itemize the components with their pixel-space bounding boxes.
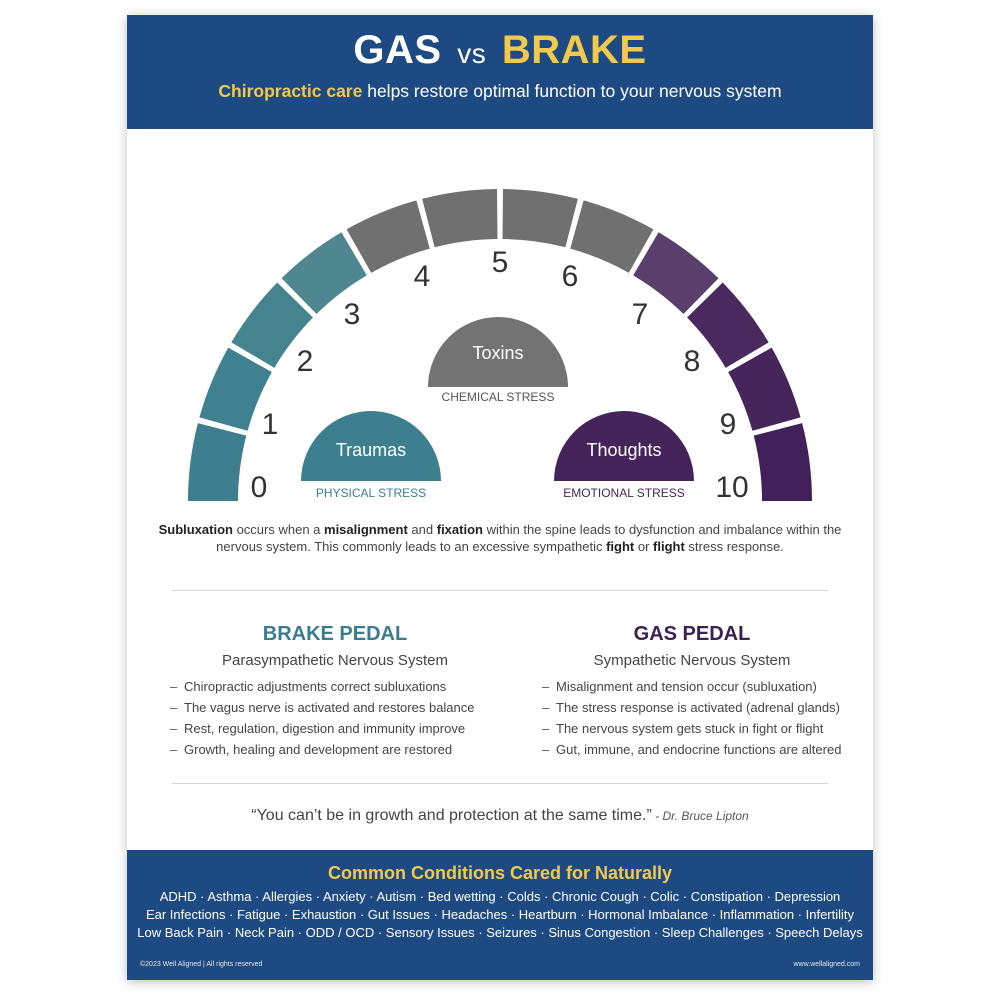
gauge-number: 9 bbox=[719, 408, 737, 441]
list-item-text: Chiropractic adjustments correct subluxations bbox=[184, 679, 447, 694]
term-misalignment: misalignment bbox=[324, 522, 408, 537]
dome-thoughts-caption: EMOTIONAL STRESS bbox=[563, 486, 685, 500]
explain-text: and bbox=[407, 522, 437, 537]
quote bbox=[127, 805, 873, 827]
bullet-dash: – bbox=[542, 700, 550, 715]
list-item bbox=[170, 718, 485, 739]
bullet-dash: – bbox=[542, 721, 550, 736]
bullet-dash: – bbox=[170, 742, 178, 757]
subluxation-explanation bbox=[147, 521, 853, 555]
divider bbox=[172, 783, 828, 784]
gauge-number: 3 bbox=[343, 298, 361, 331]
gauge-segment bbox=[188, 423, 246, 501]
list-item-text: Gut, immune, and endocrine functions are altered bbox=[556, 742, 842, 757]
list-item bbox=[170, 739, 485, 760]
gauge-segment bbox=[754, 423, 812, 501]
explain-text: stress response. bbox=[684, 539, 784, 554]
dome-thoughts bbox=[554, 411, 694, 500]
conditions-title: Common Conditions Cared for Naturally bbox=[327, 863, 673, 883]
explain-text: or bbox=[634, 539, 654, 554]
divider bbox=[172, 590, 828, 591]
gas-pedal-section bbox=[517, 622, 857, 760]
gas-pedal-title: GAS PEDAL bbox=[633, 623, 751, 645]
brake-pedal-title: BRAKE PEDAL bbox=[262, 623, 408, 645]
dome-traumas bbox=[301, 411, 441, 500]
quote-author: - Dr. Bruce Lipton bbox=[651, 809, 749, 823]
gauge-number: 1 bbox=[261, 408, 279, 441]
list-item-text: The nervous system gets stuck in fight or flight bbox=[556, 721, 824, 736]
title-vs: vs bbox=[457, 38, 487, 69]
copyright: ©2023 Well Aligned | All rights reserved bbox=[140, 961, 263, 968]
page-subtitle bbox=[127, 79, 873, 103]
list-item bbox=[170, 697, 485, 718]
gauge-number: 6 bbox=[561, 260, 579, 293]
bullet-dash: – bbox=[170, 700, 178, 715]
explain-text: occurs when a bbox=[232, 522, 325, 537]
list-item-text: The vagus nerve is activated and restores balance bbox=[184, 700, 475, 715]
list-item bbox=[542, 718, 857, 739]
bullet-dash: – bbox=[170, 721, 178, 736]
term-fight: fight bbox=[606, 539, 635, 554]
dome-thoughts-label: Thoughts bbox=[586, 440, 662, 460]
dome-traumas-caption: PHYSICAL STRESS bbox=[315, 486, 427, 500]
gauge-number: 4 bbox=[413, 260, 431, 293]
conditions-list bbox=[127, 888, 873, 942]
dome-toxins bbox=[428, 317, 568, 404]
list-item-text: Growth, healing and development are restored bbox=[184, 742, 453, 757]
gas-pedal-subtitle: Sympathetic Nervous System bbox=[593, 652, 791, 669]
conditions-line: ADHD · Asthma · Allergies · Anxiety · Autism · Bed wetting · Colds · Chronic Cough · Colic · Constipation · Depression bbox=[159, 889, 841, 904]
gauge-number: 2 bbox=[296, 345, 314, 378]
gauge-segment bbox=[570, 200, 653, 272]
dome-traumas-label: Traumas bbox=[335, 440, 407, 460]
dome-toxins-label: Toxins bbox=[472, 343, 524, 363]
subtitle-highlight: Chiropractic care bbox=[218, 81, 363, 101]
gauge-segment bbox=[422, 189, 497, 247]
subtitle-rest: helps restore optimal function to your nervous system bbox=[362, 81, 782, 101]
brake-pedal-subtitle: Parasympathetic Nervous System bbox=[222, 652, 448, 669]
list-item-text: The stress response is activated (adrenal glands) bbox=[556, 700, 840, 715]
website: www.wellaligned.com bbox=[793, 961, 860, 968]
gauge-segment bbox=[728, 348, 800, 431]
conditions-footer bbox=[127, 850, 873, 980]
brake-pedal-section bbox=[145, 622, 485, 760]
bullet-dash: – bbox=[170, 679, 178, 694]
page-title bbox=[127, 27, 873, 77]
explain-text: within the spine leads to dysfunction and imbalance within the nervous system. This commonly leads to an excessive sympathetic bbox=[216, 522, 842, 554]
term-flight: flight bbox=[653, 539, 685, 554]
conditions-line: Ear Infections · Fatigue · Exhaustion · Gut Issues · Headaches · Heartburn · Hormonal Imbalance · Inflammation · Infertility bbox=[145, 907, 855, 922]
list-item-text: Misalignment and tension occur (subluxation) bbox=[556, 679, 817, 694]
conditions-line: Low Back Pain · Neck Pain · ODD / OCD · Sensory Issues · Seizures · Sinus Congestion · Sleep Challenges · Speech Delays bbox=[137, 925, 863, 940]
list-item bbox=[542, 697, 857, 718]
list-item bbox=[542, 676, 857, 697]
bullet-dash: – bbox=[542, 742, 550, 757]
gas-pedal-list bbox=[517, 676, 857, 760]
brake-pedal-list bbox=[145, 676, 485, 760]
gauge-number: 0 bbox=[250, 471, 268, 504]
term-subluxation: Subluxation bbox=[158, 522, 233, 537]
gauge-number: 5 bbox=[491, 246, 509, 279]
bullet-dash: – bbox=[542, 679, 550, 694]
term-fixation: fixation bbox=[436, 522, 483, 537]
flyer-sheet bbox=[127, 15, 873, 980]
title-gas: GAS bbox=[353, 28, 442, 72]
stress-gauge bbox=[127, 129, 873, 509]
list-item bbox=[170, 676, 485, 697]
quote-text: “You can’t be in growth and protection at the same time.” bbox=[251, 807, 652, 824]
header-banner bbox=[127, 15, 873, 129]
gauge-number: 7 bbox=[631, 298, 649, 331]
list-item-text: Rest, regulation, digestion and immunity improve bbox=[184, 721, 466, 736]
gauge-segment bbox=[503, 189, 578, 247]
gauge-number: 10 bbox=[715, 471, 749, 504]
dome-toxins-caption: CHEMICAL STRESS bbox=[441, 390, 555, 404]
gauge-number: 8 bbox=[683, 345, 701, 378]
list-item bbox=[542, 739, 857, 760]
title-brake: BRAKE bbox=[501, 28, 647, 72]
